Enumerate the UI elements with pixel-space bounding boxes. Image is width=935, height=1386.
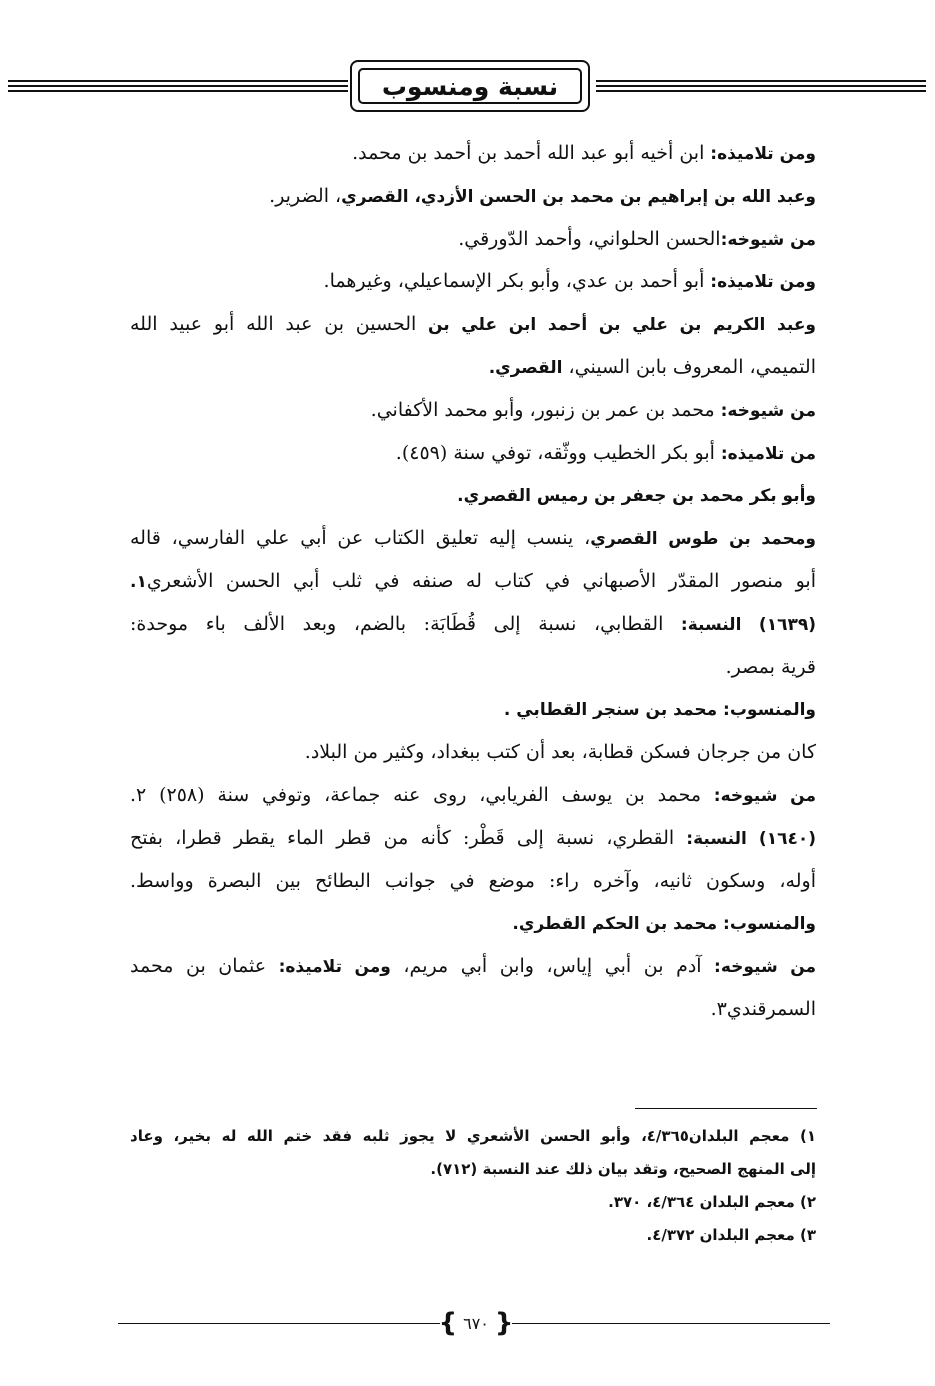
text-segment: محمد بن يوسف الفريابي، روى عنه جماعة، وتوفي سنة (٢٥٨) ٢. [130, 783, 702, 806]
text-segment: القطابي، نسبة إلى قُطَابَة: بالضم، وبعد الألف باء موحدة: [130, 612, 664, 635]
text-line [130, 517, 816, 560]
bold-segment: والمنسوب: محمد بن الحكم القطري. [512, 914, 816, 935]
bold-segment: ومن تلاميذه: [704, 144, 816, 164]
text-segment: ابن أخيه أبو عبد الله أحمد بن أحمد بن محمد. [352, 142, 705, 164]
bold-segment: والمنسوب: محمد بن سنجر القطابي . [503, 700, 816, 721]
footnote-line: إلى المنهج الصحيح، وتقد بيان ذلك عند النسبة (٧١٢). [430, 1160, 816, 1178]
text-line [130, 945, 816, 988]
page-number-box [440, 1308, 512, 1338]
footnote-line: ٢) معجم البلدان ٤/٣٦٤، ٣٧٠. [608, 1193, 816, 1211]
bold-segment: وعبد الكريم بن علي بن أحمد ابن علي بن [416, 315, 816, 336]
text-segment: كان من جرجان فسكن قطابة، بعد أن كتب ببغداد، وكثير من البلاد. [304, 741, 816, 764]
text-line [130, 303, 816, 346]
page-number: ٦٧٠ [463, 1313, 489, 1333]
text-line [130, 389, 816, 432]
text-segment: الحسن الحلواني، وأحمد الدّورقي. [458, 227, 721, 250]
text-line [130, 860, 816, 903]
header-rule [8, 90, 348, 92]
page-title: نسبة ومنسوب [381, 71, 559, 101]
footnote-separator [635, 1108, 817, 1109]
title-frame-inner [358, 68, 582, 104]
header-rule [596, 80, 926, 82]
title-frame [350, 60, 590, 112]
footer-rule [512, 1323, 830, 1324]
text-segment: آدم بن أبي إياس، وابن أبي مريم، [390, 955, 702, 978]
header-rule [8, 80, 348, 82]
bold-segment: (١٦٤٠) النسبة: [674, 828, 816, 849]
text-segment: القطري، نسبة إلى قَطْر: كأنه من قطر الماء يقطر قطرا، بفتح [130, 826, 675, 849]
bold-segment: وأبو بكر محمد بن جعفر بن رميس القصري. [457, 486, 816, 507]
page-footer [0, 1308, 935, 1338]
text-line [130, 432, 816, 475]
text-line [130, 988, 816, 1031]
bold-segment: ومن تلاميذه: [266, 957, 391, 978]
bold-segment: القصري. [488, 357, 563, 378]
header-rule [596, 85, 926, 87]
footnotes [130, 1120, 816, 1252]
bold-segment: من شيوخه: [714, 400, 816, 421]
bold-segment: من شيوخه: [720, 229, 816, 250]
text-segment: أوله، وسكون ثانيه، وآخره راء: موضع في جوانب البطائح بين البصرة وواسط. [130, 869, 816, 892]
text-segment: محمد بن عمر بن زنبور، وأبو محمد الأكفاني. [370, 398, 715, 421]
brace-close: } [494, 1308, 514, 1338]
text-segment: التميمي، المعروف بابن السيني، [562, 355, 816, 378]
text-line [130, 474, 816, 517]
text-line [130, 603, 816, 646]
text-segment: أبو بكر الخطيب ووثّقه، توفي سنة (٤٥٩). [395, 441, 715, 464]
bold-segment: من شيوخه: [701, 957, 816, 978]
text-segment: أبو أحمد بن عدي، وأبو بكر الإسماعيلي، وغيرهما. [323, 270, 705, 293]
text-segment: الحسين بن عبد الله أبو عبيد الله [130, 313, 417, 336]
brace-open: { [438, 1308, 458, 1338]
bold-segment: ومن تلاميذه: [704, 272, 816, 293]
bold-segment: من شيوخه: [701, 785, 816, 806]
text-segment: أبو منصور المقدّر الأصبهاني في كتاب له صنفه في ثلب أبي الحسن الأشعري [146, 569, 816, 592]
text-line [130, 560, 816, 603]
text-line [130, 218, 816, 261]
text-line [130, 132, 816, 175]
header-rule [8, 85, 348, 87]
text-line [130, 346, 816, 389]
bold-segment: ١. [130, 571, 147, 592]
bold-segment: من تلاميذه: [714, 443, 816, 464]
text-segment: ، الضرير. [269, 184, 342, 207]
text-line [130, 646, 816, 689]
header-rule [596, 90, 926, 92]
bold-segment: وعبد الله بن إبراهيم بن محمد بن الحسن الأزدي، القصري [341, 186, 816, 207]
text-segment: ، ينسب إليه تعليق الكتاب عن أبي علي الفارسي، قاله [130, 527, 591, 550]
footnote-line: ١) معجم البلدان٤/٣٦٥، وأبو الحسن الأشعري لا يجوز ثلبه فقد ختم الله له بخير، وعاد [130, 1127, 816, 1145]
text-line [130, 902, 816, 945]
text-line [130, 817, 816, 860]
bold-segment: ومحمد بن طوس القصري [590, 529, 816, 550]
page-header [0, 60, 935, 120]
text-line [130, 260, 816, 303]
text-segment: السمرقندي٣. [710, 997, 816, 1020]
footnote-line: ٣) معجم البلدان ٤/٣٧٢. [646, 1226, 816, 1244]
text-line [130, 688, 816, 731]
text-line [130, 774, 816, 817]
text-segment: عثمان بن محمد [130, 955, 267, 978]
text-line [130, 175, 816, 218]
main-text [130, 132, 816, 1031]
text-segment: قرية بمصر. [725, 655, 816, 678]
bold-segment: (١٦٣٩) النسبة: [663, 614, 816, 635]
text-line [130, 731, 816, 774]
footer-rule [118, 1323, 440, 1324]
